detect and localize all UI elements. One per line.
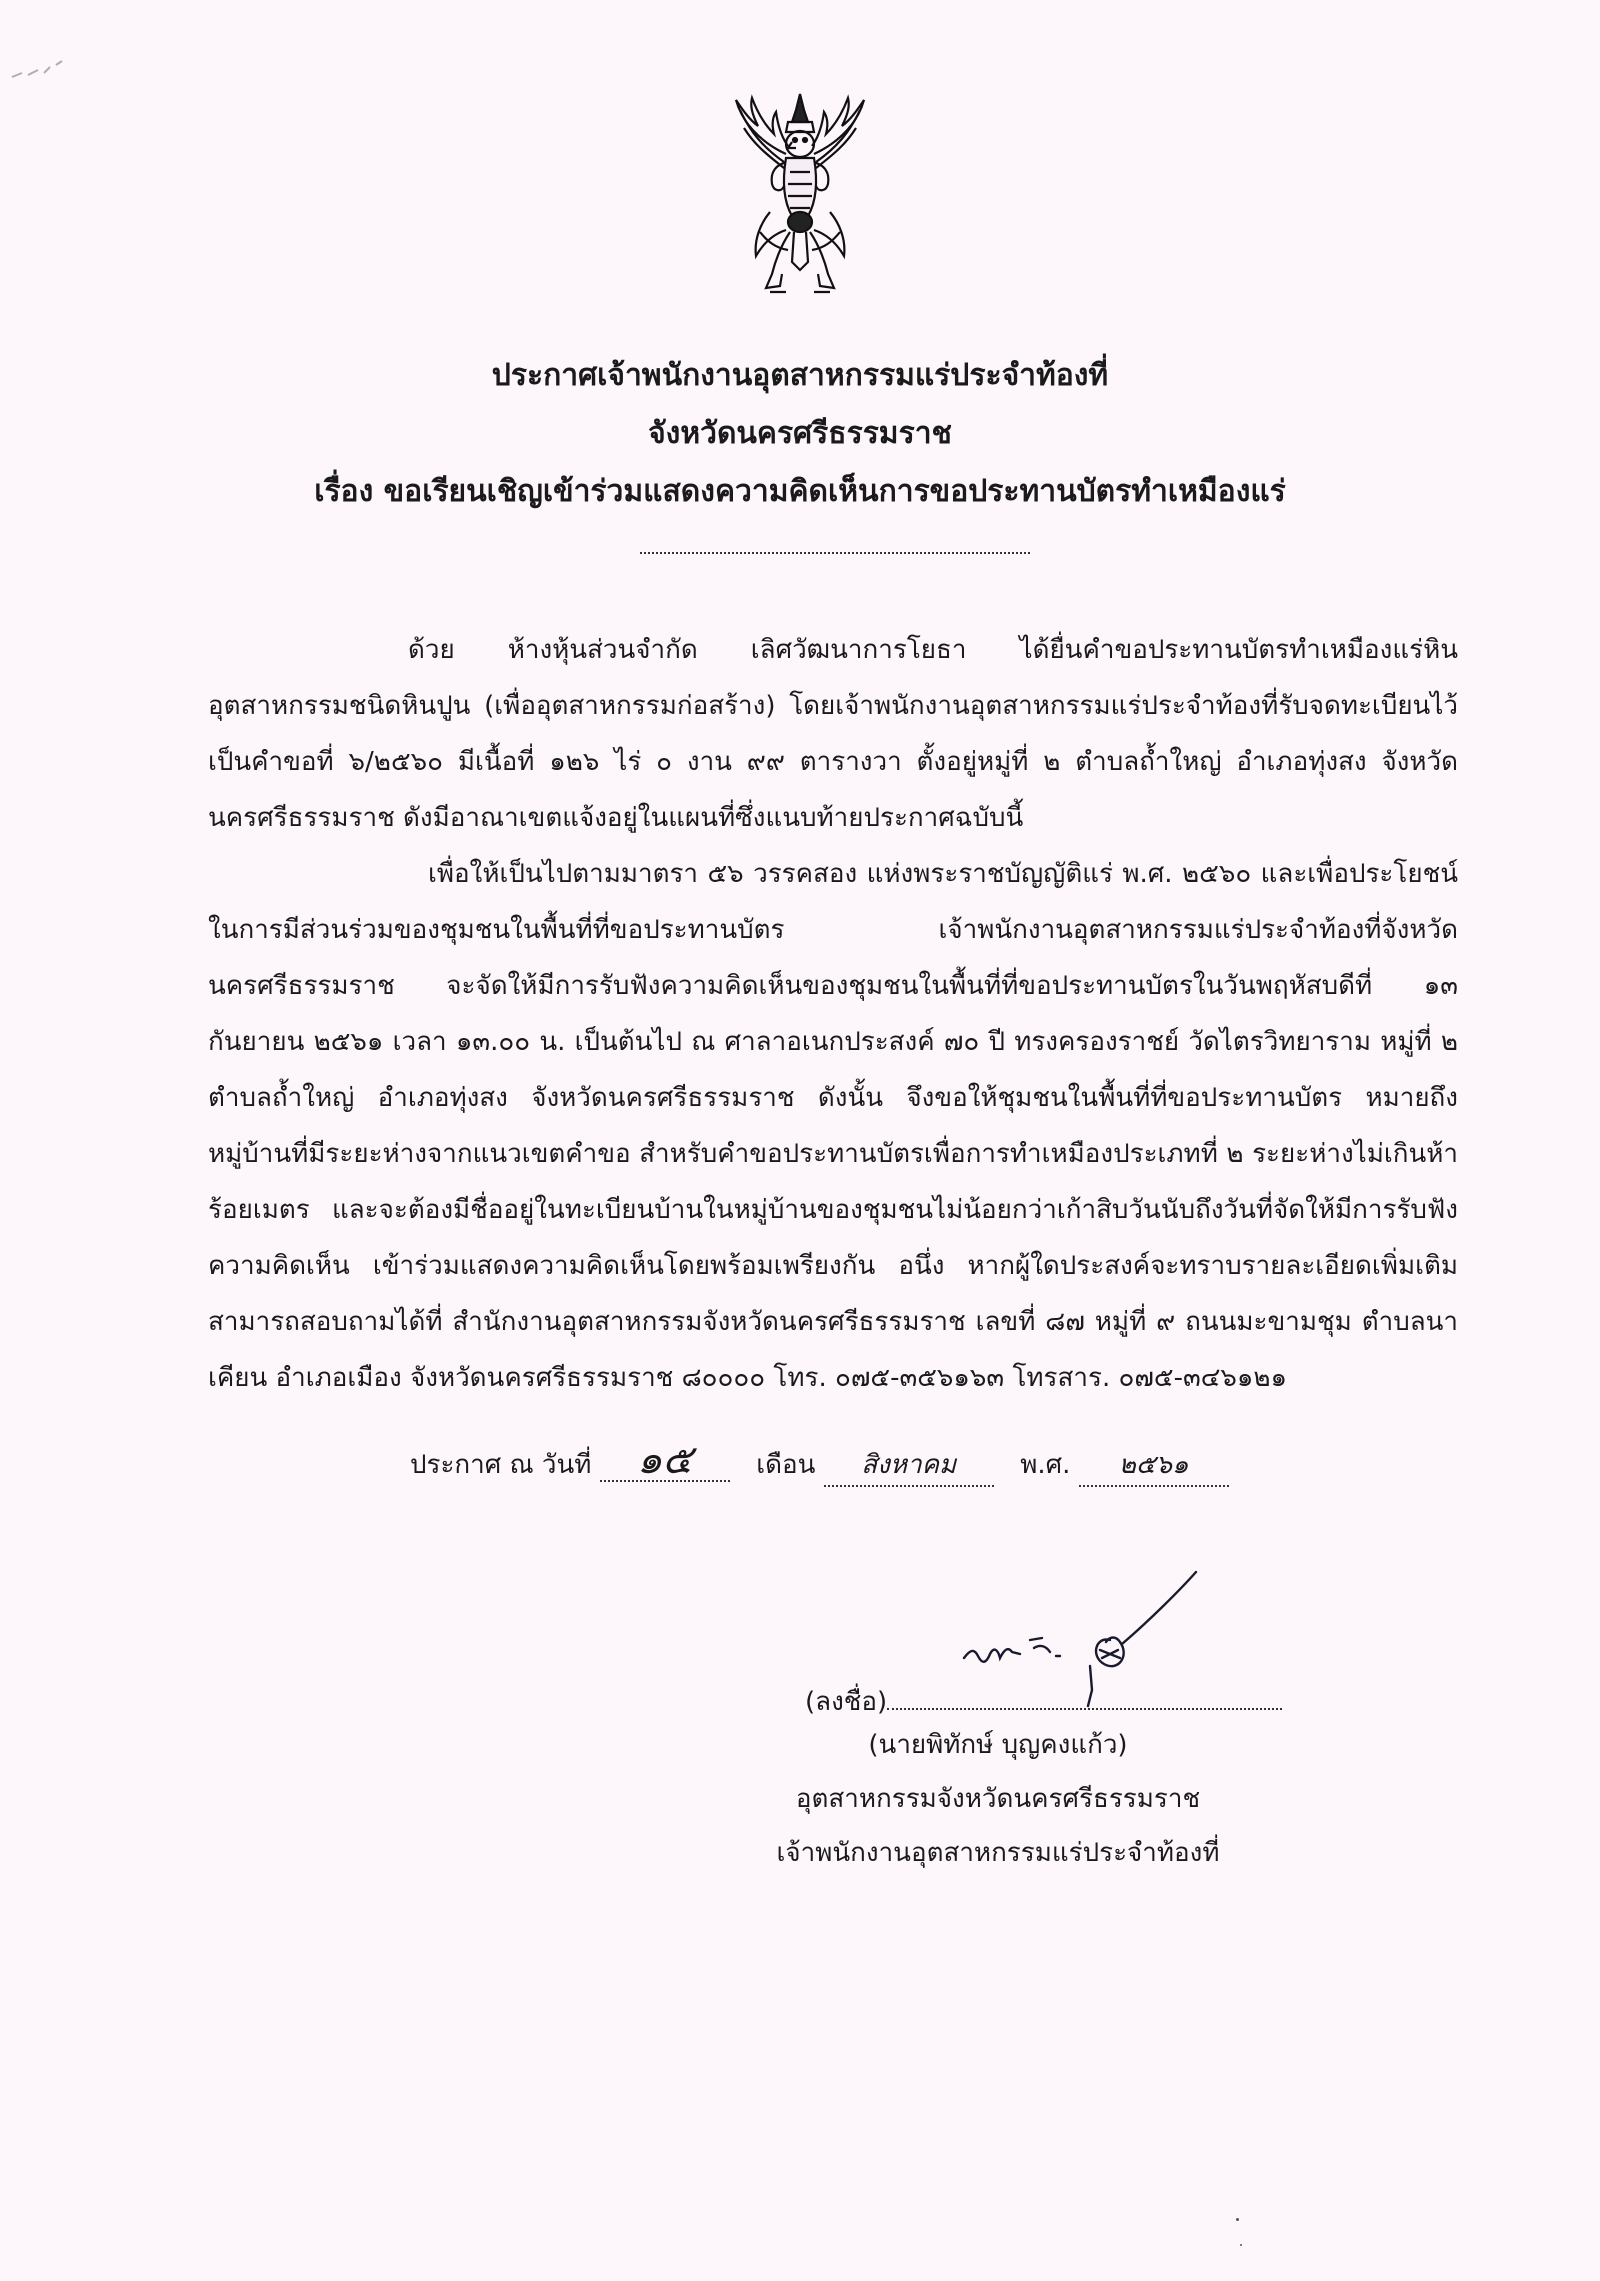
dateline	[410, 1437, 1229, 1487]
dateline-prefix: ประกาศ ณ วันที่	[410, 1450, 592, 1480]
scan-speck	[1236, 2218, 1239, 2221]
signer-position-2: เจ้าพนักงานอุตสาหกรรมแร่ประจำท้องที่	[776, 1838, 1220, 1868]
title-divider	[640, 552, 1030, 554]
dateline-month: สิงหาคม	[824, 1444, 994, 1487]
signer-position-1: อุตสาหกรรมจังหวัดนครศรีธรรมราช	[795, 1784, 1201, 1814]
dateline-year: ๒๕๖๑	[1079, 1444, 1229, 1487]
title-line-2: จังหวัดนครศรีธรรมราช	[648, 416, 952, 451]
signature-dotted-line	[887, 1680, 1282, 1710]
dateline-year-label: พ.ศ.	[1020, 1450, 1071, 1480]
title-subject: เรื่อง ขอเรียนเชิญเข้าร่วมแสดงความคิดเห็นการขอประทานบัตรทำเหมืองแร่	[314, 474, 1286, 509]
body-paragraph-2: เพื่อให้เป็นไปตามมาตรา ๕๖ วรรคสอง แห่งพระราชบัญญัติแร่ พ.ศ. ๒๕๖๐ และเพื่อประโยชน์ในการมีส่วนร่วมของชุมชนในพื้นที่ที่ขอประทานบัตร เจ้าพนักงานอุตสาหกรรมแร่ประจำท้องที่จังหวัดนครศรีธรรมราช จะจัดให้มีการรับฟังความคิดเห็นของชุมชนในพื้นที่ที่ขอประทานบัตรในวันพฤหัสบดีที่ ๑๓ กันยายน ๒๕๖๑ เวลา ๑๓.๐๐ น. เป็นต้นไป ณ ศาลาอเนกประสงค์ ๗๐ ปี ทรงครองราชย์ วัดไตรวิทยาราม หมู่ที่ ๒ ตำบลถ้ำใหญ่ อำเภอทุ่งสง จังหวัดนครศรีธรรมราช ดังนั้น จึงขอให้ชุมชนในพื้นที่ที่ขอประทานบัตร หมายถึง หมู่บ้านที่มีระยะห่างจากแนวเขตคำขอ สำหรับคำขอประทานบัตรเพื่อการทำเหมืองประเภทที่ ๒ ระยะห่างไม่เกินห้าร้อยเมตร และจะต้องมีชื่ออยู่ในทะเบียนบ้านในหมู่บ้านของชุมชนไม่น้อยกว่าเก้าสิบวันนับถึงวันที่จัดให้มีการรับฟังความคิดเห็น เข้าร่วมแสดงความคิดเห็นโดยพร้อมเพรียงกัน อนึ่ง หากผู้ใดประสงค์จะทราบรายละเอียดเพิ่มเติมสามารถสอบถามได้ที่ สำนักงานอุตสาหกรรมจังหวัดนครศรีธรรมราช เลขที่ ๘๗ หมู่ที่ ๙ ถนนมะขามชุม ตำบลนาเคียน อำเภอเมือง จังหวัดนครศรีธรรมราช ๘๐๐๐๐ โทร. ๐๗๕-๓๕๖๑๖๓ โทรสาร. ๐๗๕-๓๔๖๑๒๑	[208, 859, 1458, 1393]
signature-line	[805, 1680, 1282, 1722]
signer-name: (นายพิทักษ์ บุญคงแก้ว)	[868, 1730, 1128, 1760]
scan-mark	[10, 55, 80, 85]
dateline-month-label: เดือน	[756, 1450, 816, 1480]
scan-speck	[1240, 2244, 1242, 2246]
garuda-emblem-icon	[730, 92, 870, 302]
title-line-1: ประกาศเจ้าพนักงานอุตสาหกรรมแร่ประจำท้องที่	[491, 358, 1109, 393]
dateline-day: ๑๕	[600, 1440, 730, 1482]
body-paragraph-1: ด้วย ห้างหุ้นส่วนจำกัด เลิศวัฒนาการโยธา ได้ยื่นคำขอประทานบัตรทำเหมืองแร่หินอุตสาหกรรมชนิดหินปูน (เพื่ออุตสาหกรรมก่อสร้าง) โดยเจ้าพนักงานอุตสาหกรรมแร่ประจำท้องที่รับจดทะเบียนไว้เป็นคำขอที่ ๖/๒๕๖๐ มีเนื้อที่ ๑๒๖ ไร่ ๐ งาน ๙๙ ตารางวา ตั้งอยู่หมู่ที่ ๒ ตำบลถ้ำใหญ่ อำเภอทุ่งสง จังหวัดนครศรีธรรมราช ดังมีอาณาเขตแจ้งอยู่ในแผนที่ซึ่งแนบท้ายประกาศฉบับนี้	[208, 635, 1458, 833]
sign-label: (ลงชื่อ)	[805, 1687, 888, 1717]
